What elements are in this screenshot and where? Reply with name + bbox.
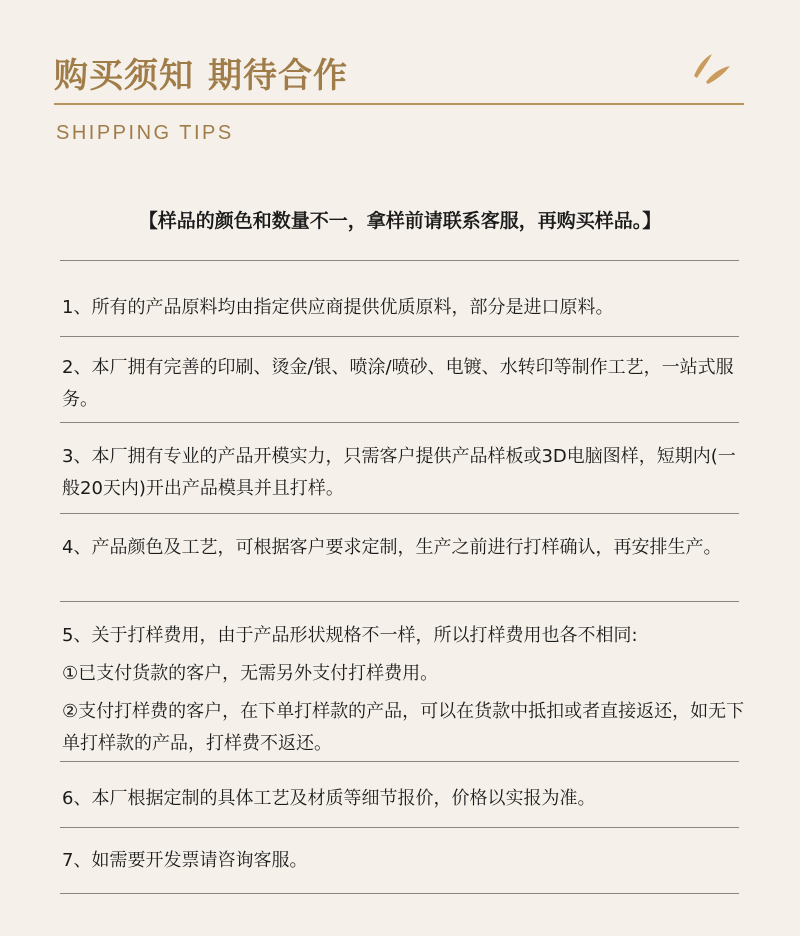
item-subtext: ①已支付货款的客户，无需另外支付打样费用。 [62, 663, 439, 684]
divider [60, 601, 739, 602]
page-title [54, 48, 348, 97]
item-text: 5、关于打样费用，由于产品形状规格不一样，所以打样费用也各不相同: [62, 625, 638, 646]
divider [60, 827, 739, 828]
item-text: 7、如需要开发票请咨询客服。 [62, 850, 308, 871]
item-text: 3、本厂拥有专业的产品开模实力，只需客户提供产品样板或3D电脑图样，短期内(一般20天内)开出产品模具并且打样。 [62, 446, 736, 499]
list-item [62, 532, 752, 564]
item-text: 4、产品颜色及工艺，可根据客户要求定制，生产之前进行打样确认，再安排生产。 [62, 537, 722, 558]
notice-text: 【样品的颜色和数量不一，拿样前请联系客服，再购买样品。】 [138, 210, 662, 232]
list-item [62, 292, 752, 324]
divider [60, 422, 739, 423]
divider [60, 336, 739, 337]
list-item [62, 845, 752, 877]
divider [60, 761, 739, 762]
title-divider [54, 103, 744, 105]
subtitle: SHIPPING TIPS [56, 122, 234, 144]
list-item [62, 352, 752, 416]
item-subtext: ②支付打样费的客户，在下单打样款的产品，可以在货款中抵扣或者直接返还，如无下单打样款的产品，打样费不返还。 [62, 701, 745, 754]
list-item [62, 620, 752, 760]
brush-stroke-icon [688, 46, 734, 86]
title-part-2: 期待合作 [208, 56, 348, 96]
item-text: 1、所有的产品原料均由指定供应商提供优质原料，部分是进口原料。 [62, 297, 614, 318]
title-part-1: 购买须知 [54, 56, 194, 96]
divider [60, 260, 739, 261]
divider [60, 893, 739, 894]
item-text: 6、本厂根据定制的具体工艺及材质等细节报价，价格以实报为准。 [62, 788, 596, 809]
item-text: 2、本厂拥有完善的印刷、烫金/银、喷涂/喷砂、电镀、水转印等制作工艺，一站式服务。 [62, 357, 734, 410]
list-item [62, 441, 752, 505]
divider [60, 513, 739, 514]
list-item [62, 783, 752, 815]
